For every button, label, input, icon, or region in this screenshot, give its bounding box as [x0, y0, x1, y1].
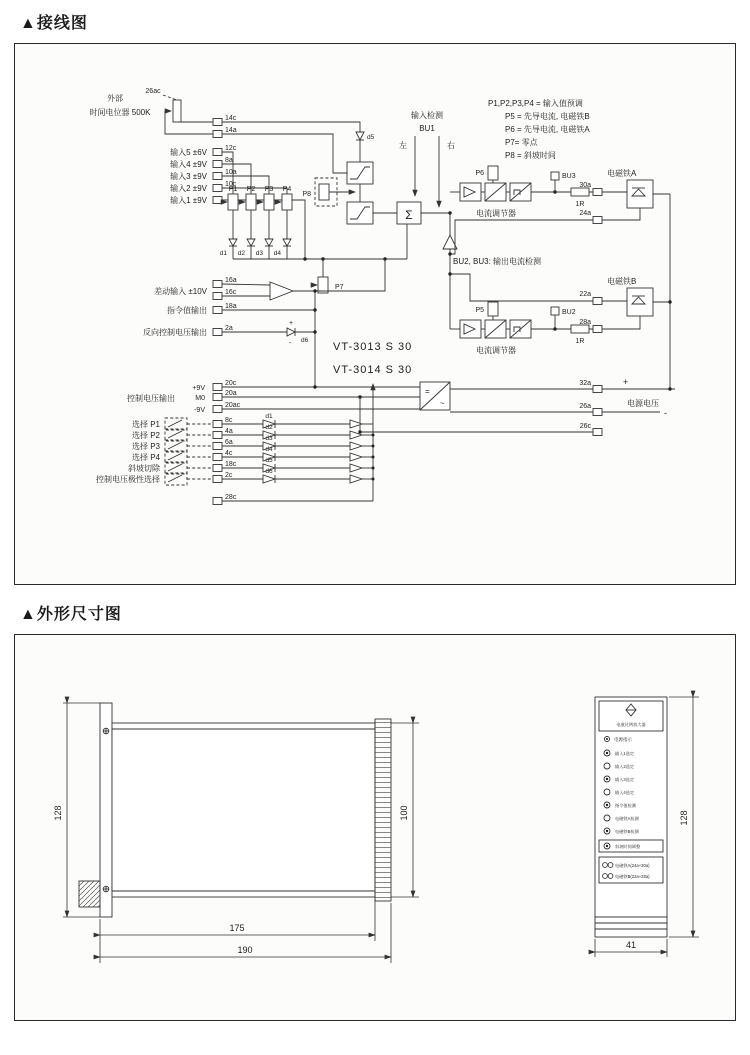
terminal [593, 298, 602, 305]
dimensions-drawing [15, 635, 735, 1020]
terminal [213, 173, 222, 180]
wiring-frame [14, 43, 736, 585]
panel-title: 电液比例放大器 [616, 722, 646, 727]
pin-14c: 14c [225, 115, 237, 122]
input5-label: 输入5 ±6V [170, 148, 207, 157]
current-regulator-b [448, 194, 671, 391]
model-vt3014: VT-3014 S 30 [333, 364, 413, 376]
pin-10c: 10c [225, 181, 237, 188]
pin-16a: 16a [225, 277, 237, 284]
potentiometer-symbol [264, 194, 274, 210]
solenoid-a-label: 电磁铁A [607, 169, 637, 178]
terminal [213, 131, 222, 138]
pot-p3-label: P3 [264, 186, 274, 193]
detect-right: 右 [447, 141, 455, 150]
terminal [213, 384, 222, 391]
card-body [112, 723, 375, 897]
res-1r-label: 1R [575, 201, 585, 208]
dim-front-height: 128 [679, 810, 689, 826]
terminal [213, 119, 222, 126]
select-d6-label: d6 [265, 468, 273, 475]
legend-line1: P1,P2,P3,P4 = 输入值预调 [488, 99, 583, 108]
pin-28c: 28c [225, 494, 237, 501]
select-p4-label: 选择 P4 [131, 453, 160, 462]
panel-item-label: 输入1选定 [615, 751, 635, 756]
inverse-output-block [143, 320, 317, 347]
terminal [593, 386, 602, 393]
pot-p5-label: P5 [475, 307, 484, 314]
panel-item-label: 输入3选定 [615, 777, 635, 782]
terminal [213, 185, 222, 192]
pin-8a: 8a [225, 157, 233, 164]
pin-20a: 20a [225, 390, 237, 397]
diode-d1-label: d1 [219, 250, 227, 257]
select-p3-label: 选择 P3 [131, 442, 160, 451]
input-labels [170, 147, 208, 205]
panel-ramp-label: 斜坡时间调整 [615, 844, 641, 849]
input3-label: 输入3 ±9V [170, 172, 207, 181]
dim-card-height-100: 100 [399, 805, 409, 821]
socket-b-label: 电磁铁B(22a+28a) [615, 874, 650, 879]
pot-p4-label: P4 [282, 186, 292, 193]
panel-item-label: 输入2选定 [615, 764, 635, 769]
cmd-output-label: 指令值输出 [167, 306, 207, 315]
ac-symbol: ~ [440, 399, 445, 408]
select-d1-label: d1 [265, 413, 273, 420]
legend [488, 98, 590, 160]
pin-16c: 16c [225, 289, 237, 296]
front-panel-lower [595, 917, 667, 937]
side-view [53, 703, 419, 963]
select-d4-label: d4 [265, 446, 273, 453]
edge-connector [375, 719, 391, 901]
select-p1-label: 选择 P1 [131, 420, 160, 429]
pin-26ac: 26ac [145, 88, 161, 95]
regulator-a-label: 电流调节器 [476, 209, 516, 218]
pin-4a: 4a [225, 428, 233, 435]
terminal [593, 326, 602, 333]
pin-8c: 8c [225, 417, 233, 424]
pin-26a: 26a [579, 403, 591, 410]
solenoid-b-label: 电磁铁B [607, 277, 637, 286]
terminal [213, 197, 222, 204]
diode-d3-label: d3 [255, 250, 263, 257]
terminal [213, 443, 222, 450]
supply-voltage-label: 电源电压 [627, 399, 659, 408]
pot-p7-label: P7 [335, 284, 344, 291]
input4-label: 输入4 ±9V [170, 160, 207, 169]
pin-20ac: 20ac [225, 402, 241, 409]
terminal [213, 281, 222, 288]
plus-terminal: + [623, 377, 629, 387]
panel-power-label: 电源指示 [614, 737, 632, 742]
pin-6a: 6a [225, 439, 233, 446]
bu-note: BU2, BU3: 输出电流检测 [453, 257, 542, 266]
legend-line2: P5 = 先导电流, 电磁铁B [505, 112, 590, 121]
terminal [213, 293, 222, 300]
terminal [213, 465, 222, 472]
dimensions-frame [14, 634, 736, 1021]
potentiometer-symbol [488, 302, 498, 316]
terminal [213, 161, 222, 168]
diode-d5-label: d5 [367, 134, 375, 141]
front-view [595, 697, 699, 957]
pin-20c: 20c [225, 380, 237, 387]
terminal [213, 406, 222, 413]
inverse-output-label: 反向控制电压输出 [143, 328, 207, 337]
terminal [213, 432, 222, 439]
model-vt3013: VT-3013 S 30 [333, 341, 413, 353]
legend-line3: P6 = 先导电流, 电磁铁A [505, 125, 590, 134]
resistor-1r [571, 325, 589, 333]
pot-p2-label: P2 [246, 186, 256, 193]
ext-pot-label2: 时间电位器 500K [89, 108, 151, 117]
pot-p8-label: P8 [302, 191, 311, 198]
terminal [213, 421, 222, 428]
ctrl-m0: M0 [195, 395, 205, 402]
bu3-label: BU3 [562, 173, 576, 180]
select-d5-label: d5 [265, 457, 273, 464]
terminal [593, 217, 602, 224]
terminal [593, 189, 602, 196]
detect-title: 输入检测 [411, 111, 443, 120]
terminal [213, 394, 222, 401]
plus-mark: + [289, 320, 294, 327]
dc-symbol: = [425, 387, 430, 396]
preset-pots [220, 186, 407, 261]
page [0, 10, 750, 1021]
pin-12c: 12c [225, 145, 237, 152]
front-panel-side [100, 703, 112, 917]
terminal [213, 329, 222, 336]
terminal [593, 429, 602, 436]
potentiometer-symbol [228, 194, 238, 210]
pin-24a: 24a [579, 210, 591, 217]
cmd-output-block [167, 303, 317, 315]
sigma-icon: Σ [405, 208, 413, 222]
dimensions-title: ▲外形尺寸图 [20, 606, 122, 623]
diode-icon [229, 239, 237, 246]
diode-icon [283, 239, 291, 246]
diode-d5-icon [356, 132, 364, 140]
terminal [593, 409, 602, 416]
select-p2-label: 选择 P2 [131, 431, 160, 440]
input-detection [399, 110, 455, 207]
pot-p6-label: P6 [475, 170, 484, 177]
diode-icon [247, 239, 255, 246]
resistor-1r [571, 188, 589, 196]
bu2-socket [551, 307, 559, 315]
diode-d2-label: d2 [237, 250, 245, 257]
dim-length-175: 175 [229, 923, 245, 933]
potentiometer-symbol [488, 166, 498, 180]
amplifier-icon [270, 282, 293, 300]
ramp-block [347, 162, 373, 184]
pin-14a: 14a [225, 127, 237, 134]
detect-left: 左 [399, 141, 407, 150]
minus-terminal: - [664, 408, 667, 418]
diode-icon [265, 239, 273, 246]
legend-line4: P7= 零点 [505, 138, 538, 147]
ctrl-output-label: 控制电压输出 [127, 394, 175, 403]
panel-item-label: 电磁铁B检测 [615, 829, 639, 834]
terminal [213, 454, 222, 461]
panel-item-label: 电磁铁A检测 [615, 816, 639, 821]
bu1-label: BU1 [419, 124, 435, 133]
diode-d6-label: d6 [301, 337, 309, 344]
regulator-b-label: 电流调节器 [476, 346, 516, 355]
potentiometer-symbol [246, 194, 256, 210]
summing-block [397, 202, 457, 329]
ctrl-minus9: -9V [194, 407, 205, 414]
terminal [213, 476, 222, 483]
pot-p1-label: P1 [228, 186, 238, 193]
select-d3-label: d3 [265, 435, 273, 442]
potentiometer-symbol [319, 184, 329, 200]
pin-2a: 2a [225, 325, 233, 332]
select-d2-label: d2 [265, 424, 273, 431]
diode-d4-label: d4 [273, 250, 281, 257]
current-regulator-a [448, 166, 670, 256]
pin-18a: 18a [225, 303, 237, 310]
pin-4c: 4c [225, 450, 233, 457]
terminal [213, 307, 222, 314]
dim-height-128: 128 [53, 805, 63, 821]
res-1r-label-b: 1R [575, 338, 585, 345]
model-numbers [333, 341, 412, 376]
socket-box [599, 857, 663, 883]
ramp-block [347, 202, 373, 224]
dim-length-190: 190 [237, 945, 253, 955]
polarity-select-label: 控制电压极性选择 [96, 475, 160, 484]
input2-label: 输入2 ±9V [170, 184, 207, 193]
pin-22a: 22a [579, 291, 591, 298]
wiring-diagram [15, 44, 735, 584]
handle [79, 881, 100, 907]
panel-item-label: 输入4选定 [615, 790, 635, 795]
pin-10a: 10a [225, 169, 237, 176]
panel-item-label: 指令值检测 [615, 803, 636, 808]
potentiometer-symbol [282, 194, 292, 210]
potentiometer-symbol [173, 100, 181, 122]
pin-30a: 30a [579, 182, 591, 189]
pin-26c: 26c [579, 423, 591, 430]
wiring-title: ▲接线图 [20, 15, 88, 32]
terminal [213, 498, 222, 505]
diode-d6-icon [287, 328, 295, 336]
power-supply [358, 377, 675, 436]
zero-pot [313, 259, 344, 293]
ctrl-plus9: +9V [192, 385, 205, 392]
ext-pot-label1: 外部 [107, 94, 123, 103]
pin-32a: 32a [579, 380, 591, 387]
legend-line5: P8 = 斜坡时间 [505, 151, 556, 160]
bu3-socket [551, 172, 559, 180]
minus-mark: - [289, 340, 292, 347]
dim-front-width-41: 41 [625, 940, 637, 950]
input1-label: 输入1 ±9V [170, 196, 207, 205]
terminal [213, 149, 222, 156]
socket-a-label: 电磁铁A(24a+30a) [615, 863, 650, 868]
pin-2c: 2c [225, 472, 233, 479]
diff-input-label: 差动输入 ±10V [154, 287, 207, 296]
external-time-pot [90, 88, 213, 134]
bu2-label: BU2 [562, 309, 576, 316]
pin-18c: 18c [225, 461, 237, 468]
ramp-off-label: 斜坡切除 [128, 464, 160, 473]
pin-28a: 28a [579, 319, 591, 326]
